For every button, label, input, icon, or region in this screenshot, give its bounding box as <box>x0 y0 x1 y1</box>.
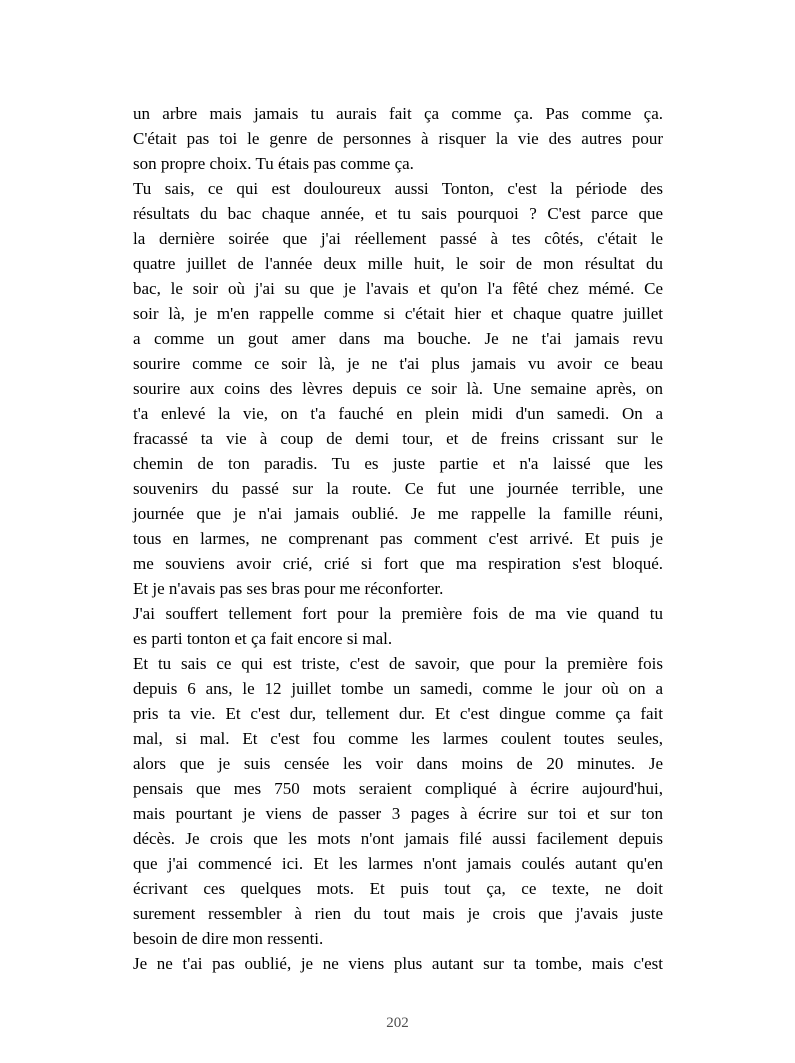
text-line: mal, si mal. Et c'est fou comme les larmes coulent toutes seules, <box>133 729 663 748</box>
text-line: sourire aux coins des lèvres depuis ce soir là. Une semaine après, on <box>133 379 663 398</box>
text-line: Et je n'avais pas ses bras pour me réconforter. <box>133 579 444 598</box>
paragraph <box>133 951 663 976</box>
text-line: sourire comme ce soir là, je ne t'ai plus jamais vu avoir ce beau <box>133 354 663 373</box>
text-line: un arbre mais jamais tu aurais fait ça comme ça. Pas comme ça. <box>133 104 663 123</box>
text-line: J'ai souffert tellement fort pour la première fois de ma vie quand tu <box>133 604 663 623</box>
text-line: bac, le soir où j'ai su que je l'avais et qu'on l'a fêté chez mémé. Ce <box>133 279 663 298</box>
text-line: t'a enlevé la vie, on t'a fauché en plein midi d'un samedi. On a <box>133 404 663 423</box>
text-line: souvenirs du passé sur la route. Ce fut une journée terrible, une <box>133 479 663 498</box>
text-line: surement ressembler à rien du tout mais je crois que j'avais juste <box>133 904 663 923</box>
text-line: es parti tonton et ça fait encore si mal. <box>133 629 393 648</box>
page-text <box>133 101 663 976</box>
page-number: 202 <box>386 1015 409 1031</box>
text-line: la dernière soirée que j'ai réellement passé à tes côtés, c'était le <box>133 229 663 248</box>
text-line: son propre choix. Tu étais pas comme ça. <box>133 154 414 173</box>
text-line: journée que je n'ai jamais oublié. Je me rappelle la famille réuni, <box>133 504 663 523</box>
paragraph <box>133 101 663 176</box>
text-line: a comme un gout amer dans ma bouche. Je ne t'ai jamais revu <box>133 329 663 348</box>
paragraph <box>133 601 663 651</box>
text-line: quatre juillet de l'année deux mille huit, le soir de mon résultat du <box>133 254 663 273</box>
text-line: chemin de ton paradis. Tu es juste partie et n'a laissé que les <box>133 454 663 473</box>
paragraph <box>133 176 663 601</box>
paragraph <box>133 651 663 951</box>
text-line: pris ta vie. Et c'est dur, tellement dur. Et c'est dingue comme ça fait <box>133 704 663 723</box>
text-line: alors que je suis censée les voir dans moins de 20 minutes. Je <box>133 754 663 773</box>
text-line: écrivant ces quelques mots. Et puis tout ça, ce texte, ne doit <box>133 879 663 898</box>
text-line: mais pourtant je viens de passer 3 pages à écrire sur toi et sur ton <box>133 804 663 823</box>
text-line: Tu sais, ce qui est douloureux aussi Tonton, c'est la période des <box>133 179 663 198</box>
text-line: besoin de dire mon ressenti. <box>133 929 324 948</box>
text-line: tous en larmes, ne comprenant pas comment c'est arrivé. Et puis je <box>133 529 663 548</box>
text-line: fracassé ta vie à coup de demi tour, et de freins crissant sur le <box>133 429 663 448</box>
text-line: C'était pas toi le genre de personnes à risquer la vie des autres pour <box>133 129 663 148</box>
text-line: pensais que mes 750 mots seraient compliqué à écrire aujourd'hui, <box>133 779 663 798</box>
text-line: Je ne t'ai pas oublié, je ne viens plus autant sur ta tombe, mais c'est <box>133 954 663 973</box>
text-line: décès. Je crois que les mots n'ont jamais filé aussi facilement depuis <box>133 829 663 848</box>
text-line: que j'ai commencé ici. Et les larmes n'ont jamais coulés autant qu'en <box>133 854 663 873</box>
text-line: me souviens avoir crié, crié si fort que ma respiration s'est bloqué. <box>133 554 663 573</box>
text-line: soir là, je m'en rappelle comme si c'était hier et chaque quatre juillet <box>133 304 663 323</box>
text-line: résultats du bac chaque année, et tu sais pourquoi ? C'est parce que <box>133 204 663 223</box>
text-line: depuis 6 ans, le 12 juillet tombe un samedi, comme le jour où on a <box>133 679 663 698</box>
text-line: Et tu sais ce qui est triste, c'est de savoir, que pour la première fois <box>133 654 663 673</box>
